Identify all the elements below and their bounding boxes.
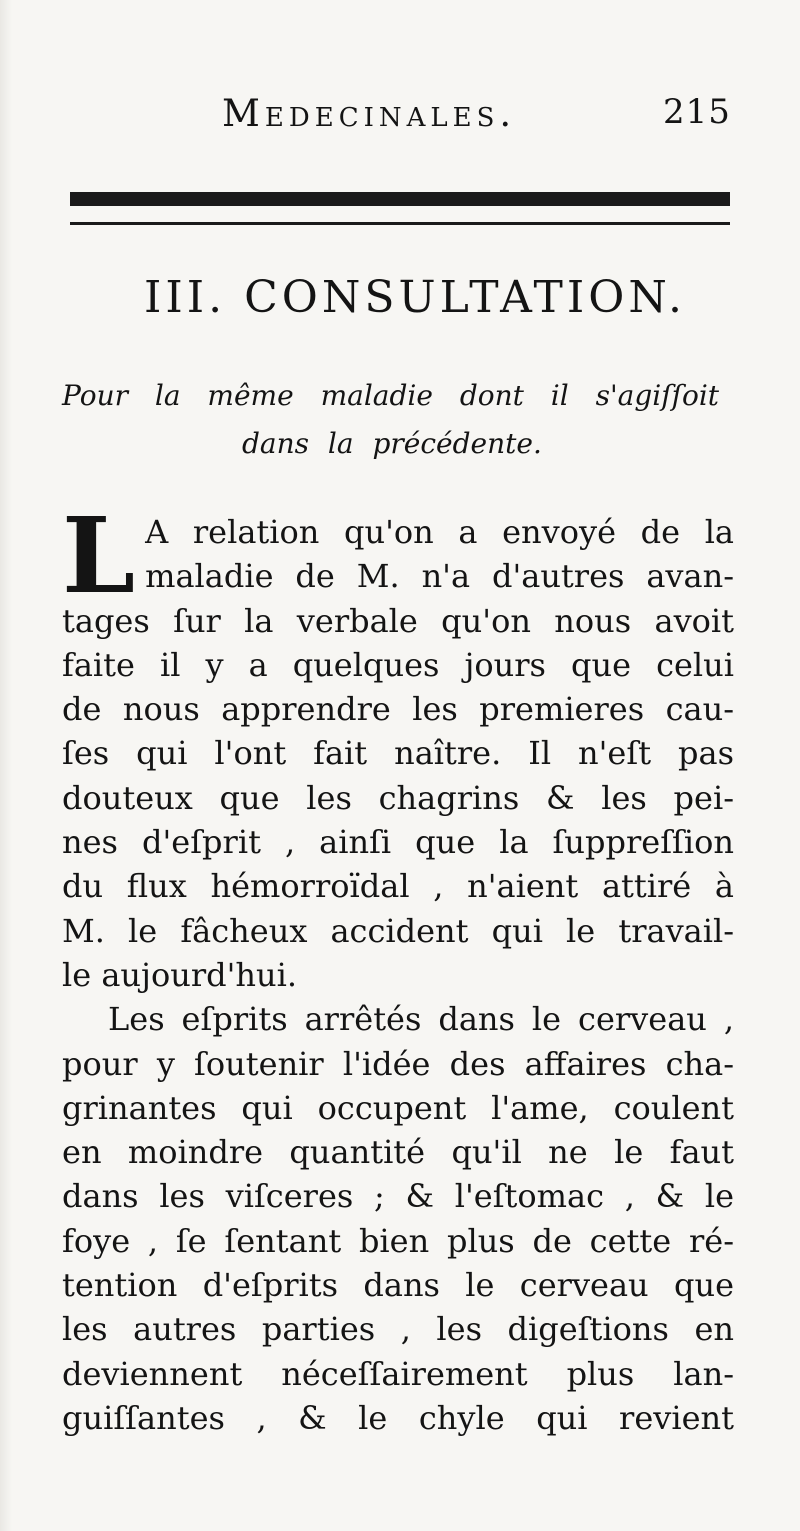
text-line: deviennent néceſſairement plus lan- (62, 1354, 734, 1393)
paragraph (62, 997, 734, 1440)
text-line: faite il y a quelques jours que celui (62, 645, 734, 684)
text-line: ſes qui l'ont fait naître. Il n'eſt pas (62, 734, 734, 773)
running-head (0, 92, 800, 142)
text-line: dans les viſceres ; & l'eſtomac , & le (62, 1177, 734, 1216)
text-line: tages ſur la verbale qu'on nous avoit (62, 601, 734, 640)
subtitle-line: Pour la même maladie dont il s'agiſſoit (62, 379, 720, 412)
text-line: les autres parties , les digeſtions en (62, 1310, 734, 1349)
text-line: pour y ſoutenir l'idée des affaires cha- (62, 1044, 734, 1083)
text-line: de nous apprendre les premieres cau- (62, 690, 734, 729)
header-rule-thick (70, 192, 730, 206)
text-line: maladie de M. n'a d'autres avan- (145, 557, 734, 596)
text-line: tention d'eſprits dans le cerveau que (62, 1266, 734, 1305)
text-line: nes d'eſprit , ainſi que la ſuppreſſion (62, 823, 734, 862)
text-line: M. le fâcheux accident qui le travail- (62, 911, 734, 950)
subtitle-line: dans la précédente. (242, 427, 542, 460)
text-line: A relation qu'on a envoyé de la (145, 513, 734, 551)
text-line: guiſſantes , & le chyle qui revient (62, 1398, 734, 1437)
text-line: foye , ſe ſentant bien plus de cette ré- (62, 1221, 734, 1260)
section-heading: III. CONSULTATION. (144, 272, 686, 323)
text-line: le aujourd'hui. (62, 955, 298, 994)
text-line: Les eſprits arrêtés dans le cerveau , (108, 1000, 734, 1039)
paragraph (62, 494, 734, 997)
header-rule-thin (70, 222, 730, 225)
text-line: en moindre quantité qu'il ne le faut (62, 1133, 734, 1172)
text-line: du flux hémorroïdal , n'aient attiré à (62, 867, 734, 906)
running-title: Medecinales. (222, 92, 517, 135)
page-number: 215 (663, 92, 731, 132)
text-line: grinantes qui occupent l'ame, coulent (62, 1088, 734, 1127)
page-edge-shadow (0, 0, 12, 1531)
text-line: douteux que les chagrins & les pei- (62, 778, 734, 817)
section-subtitle (62, 372, 742, 468)
drop-cap: L (62, 494, 136, 617)
body-text (62, 494, 734, 1440)
